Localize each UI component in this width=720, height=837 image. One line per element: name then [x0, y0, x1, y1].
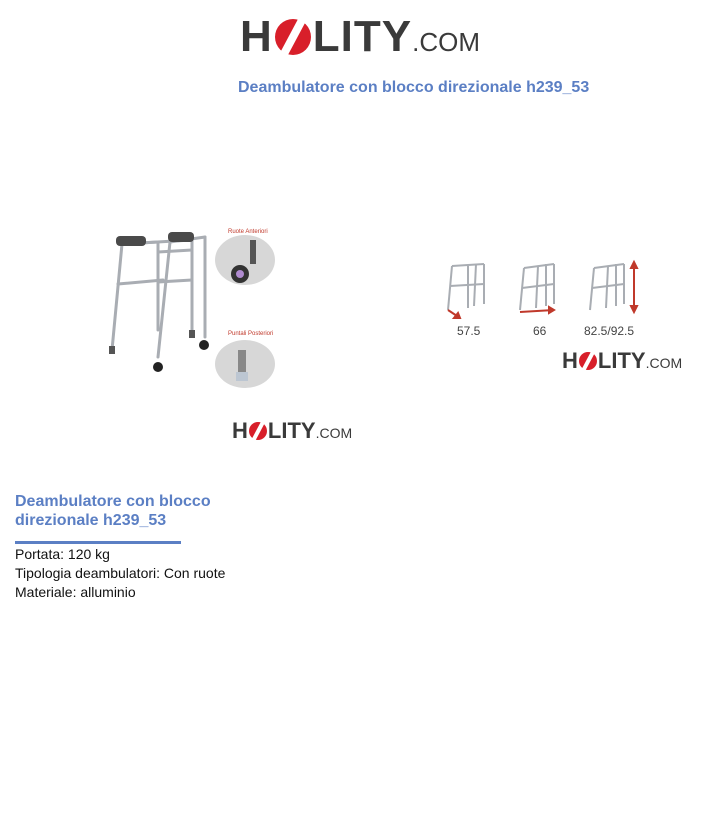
holity-logo[interactable]: [240, 12, 480, 62]
dimension-width: 66: [533, 324, 547, 338]
logo-text-com: .COM: [315, 425, 353, 441]
dimension-height: 82.5/92.5: [584, 324, 635, 338]
logo-text-com: .COM: [645, 355, 683, 371]
logo-text-com: .COM: [412, 27, 480, 57]
logo-o-icon: [579, 352, 597, 370]
title-divider: [15, 541, 181, 544]
page-title: Deambulatore con blocco direzionale h239_53: [238, 79, 590, 96]
logo-o-icon: [249, 422, 267, 440]
walker-product-image: [100, 222, 290, 397]
product-title: Deambulatore con blocco direzionale h239_53: [15, 493, 211, 529]
rear-tips-label: Puntali Posteriori: [228, 331, 274, 337]
logo-text-lity: LITY: [312, 12, 413, 61]
spec-type: Tipologia deambulatori: Con ruote: [15, 565, 226, 581]
logo-text-h: H: [232, 418, 248, 443]
logo-o-icon: [275, 19, 311, 55]
logo-text-lity: LITY: [597, 348, 646, 373]
spec-material: Materiale: alluminio: [15, 584, 136, 600]
holity-logo-small: [232, 418, 352, 444]
logo-text-h: H: [562, 348, 578, 373]
logo-text-h: H: [240, 12, 273, 61]
dimension-depth: 57.5: [457, 324, 481, 338]
holity-logo-small: [562, 348, 682, 374]
spec-capacity: Portata: 120 kg: [15, 546, 110, 562]
logo-text-lity: LITY: [267, 418, 316, 443]
front-wheels-label: Ruote Anteriori: [228, 229, 268, 235]
